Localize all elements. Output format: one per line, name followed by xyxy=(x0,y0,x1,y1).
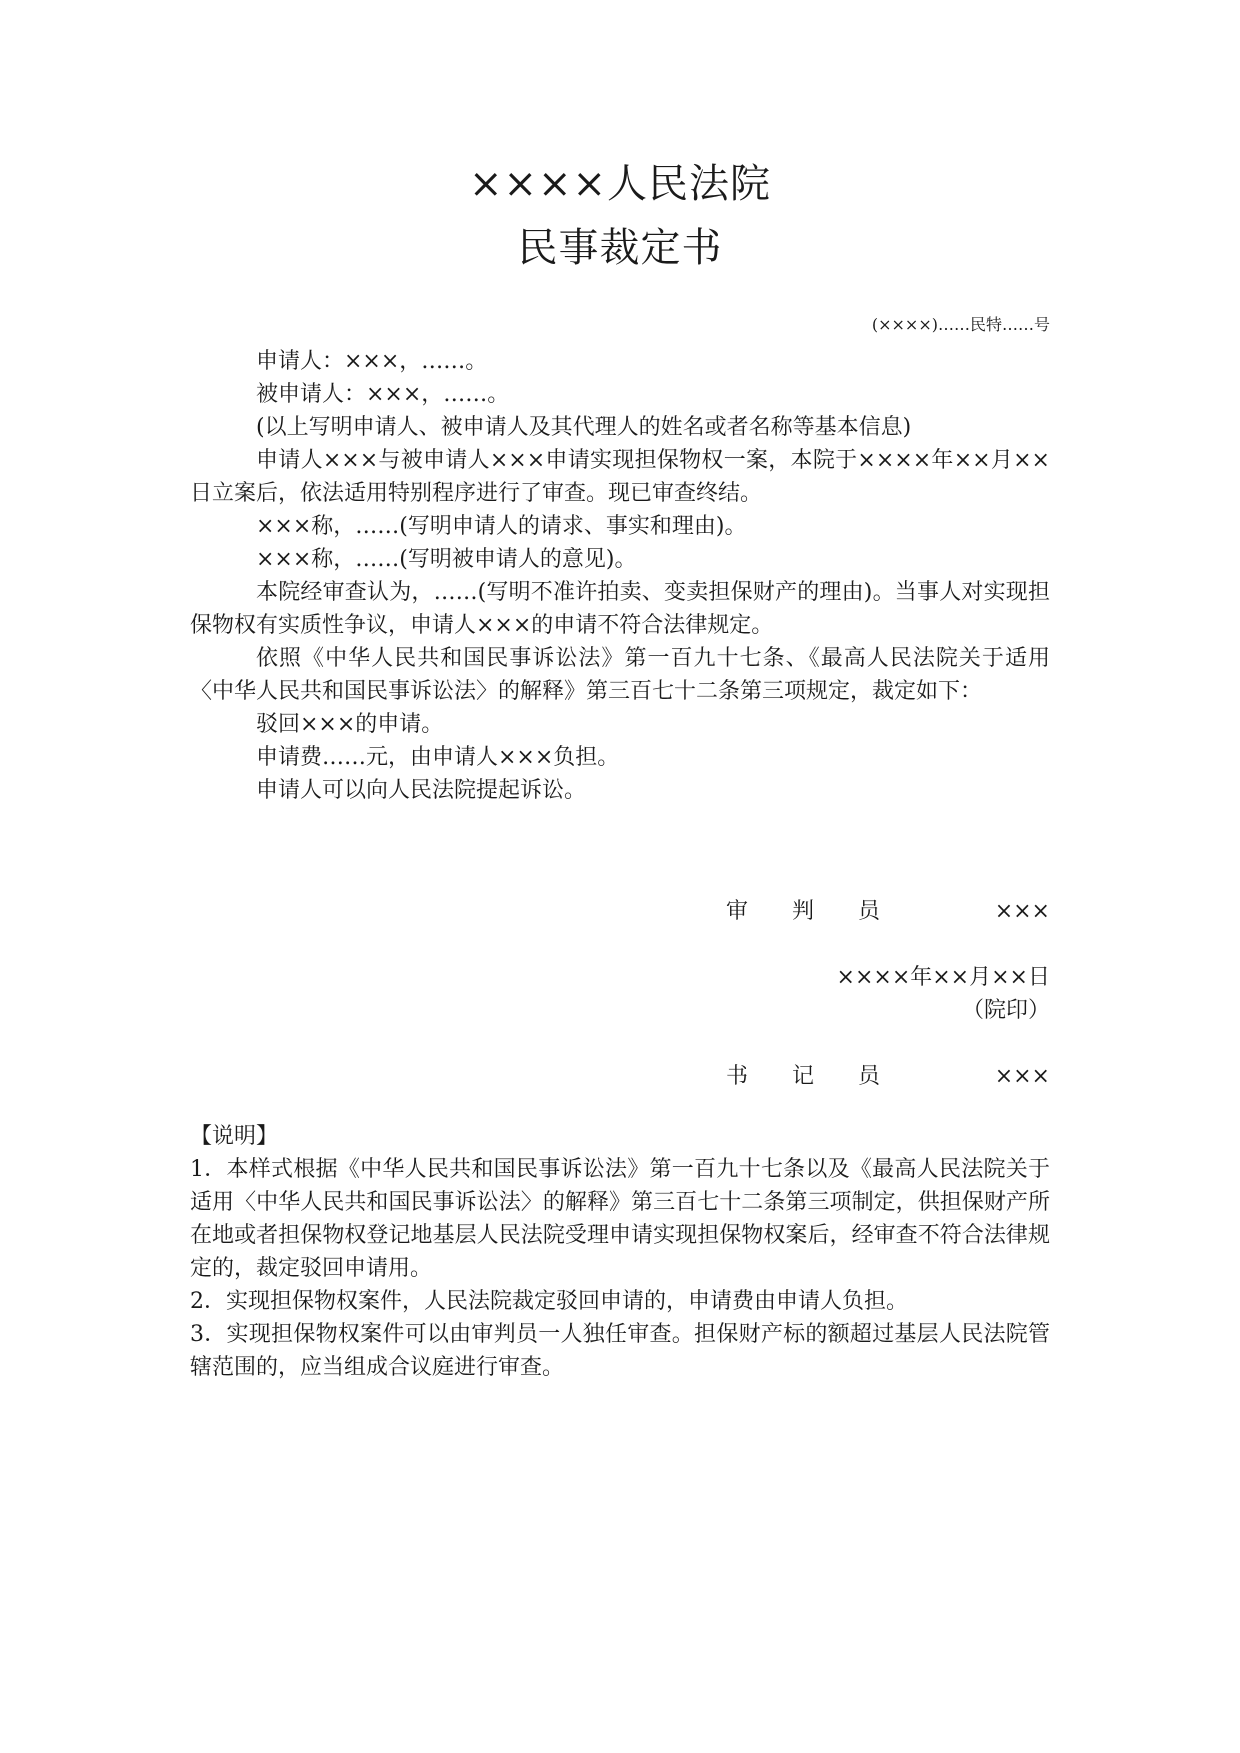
case-intro-paragraph: 申请人×××与被申请人×××申请实现担保物权一案，本院于××××年××月××日立案后，依法适用特别程序进行了审查。现已审查终结。 xyxy=(190,448,1050,506)
ruling-item-1: 驳回×××的申请。 xyxy=(256,712,444,737)
clerk-name: ××× xyxy=(994,1064,1050,1089)
applicant-claim-paragraph: ×××称，……(写明申请人的请求、事实和理由)。 xyxy=(256,514,747,539)
notes-heading: 【说明】 xyxy=(190,1124,279,1149)
ruling-date: ××××年××月××日 xyxy=(836,965,1050,990)
judge-name: ××× xyxy=(994,899,1050,924)
legal-basis-paragraph: 依照《中华人民共和国民事诉讼法》第一百九十七条、《最高人民法院关于适用〈中华人民共和国民事诉讼法〉的解释》第三百七十二条第三项规定，裁定如下： xyxy=(190,646,1050,704)
case-number: (××××)……民特……号 xyxy=(871,315,1050,334)
clerk-role-label: 书 记 员 xyxy=(726,1064,881,1089)
respondent-opinion-paragraph: ×××称，……(写明被申请人的意见)。 xyxy=(256,547,637,572)
court-seal-note: （院印） xyxy=(961,998,1050,1023)
judge-signature xyxy=(726,895,1050,928)
note-item-3: 3．实现担保物权案件可以由审判员一人独任审查。担保财产标的额超过基层人民法院管辖范围的，应当组成合议庭进行审查。 xyxy=(190,1322,1050,1380)
applicant-line: 申请人：×××，……。 xyxy=(256,349,488,374)
explanatory-notes xyxy=(190,1120,1050,1384)
note-item-1: 1．本样式根据《中华人民共和国民事诉讼法》第一百九十七条以及《最高人民法院关于适用〈中华人民共和国民事诉讼法〉的解释》第三百七十二条第三项制定，供担保财产所在地或者担保物权登记地基层人民法院受理申请实现担保物权案后，经审查不符合法律规定的，裁定驳回申请用。 xyxy=(190,1157,1050,1281)
note-item-2: 2．实现担保物权案件，人民法院裁定驳回申请的，申请费由申请人负担。 xyxy=(190,1289,908,1314)
clerk-signature xyxy=(726,1060,1050,1093)
parties-note: (以上写明申请人、被申请人及其代理人的姓名或者名称等基本信息) xyxy=(256,415,912,440)
ruling-body xyxy=(190,345,1050,807)
respondent-line: 被申请人：×××，……。 xyxy=(256,382,510,407)
ruling-item-2: 申请费……元，由申请人×××负担。 xyxy=(256,745,620,770)
document-type-title: 民事裁定书 xyxy=(517,225,723,271)
ruling-item-3: 申请人可以向人民法院提起诉讼。 xyxy=(256,778,587,803)
judge-role-label: 审 判 员 xyxy=(726,899,881,924)
court-finding-paragraph: 本院经审查认为，……(写明不准许拍卖、变卖担保财产的理由)。当事人对实现担保物权有实质性争议，申请人×××的申请不符合法律规定。 xyxy=(190,580,1050,638)
case-number-block xyxy=(190,312,1050,345)
court-title: ××××人民法院 xyxy=(468,161,772,207)
